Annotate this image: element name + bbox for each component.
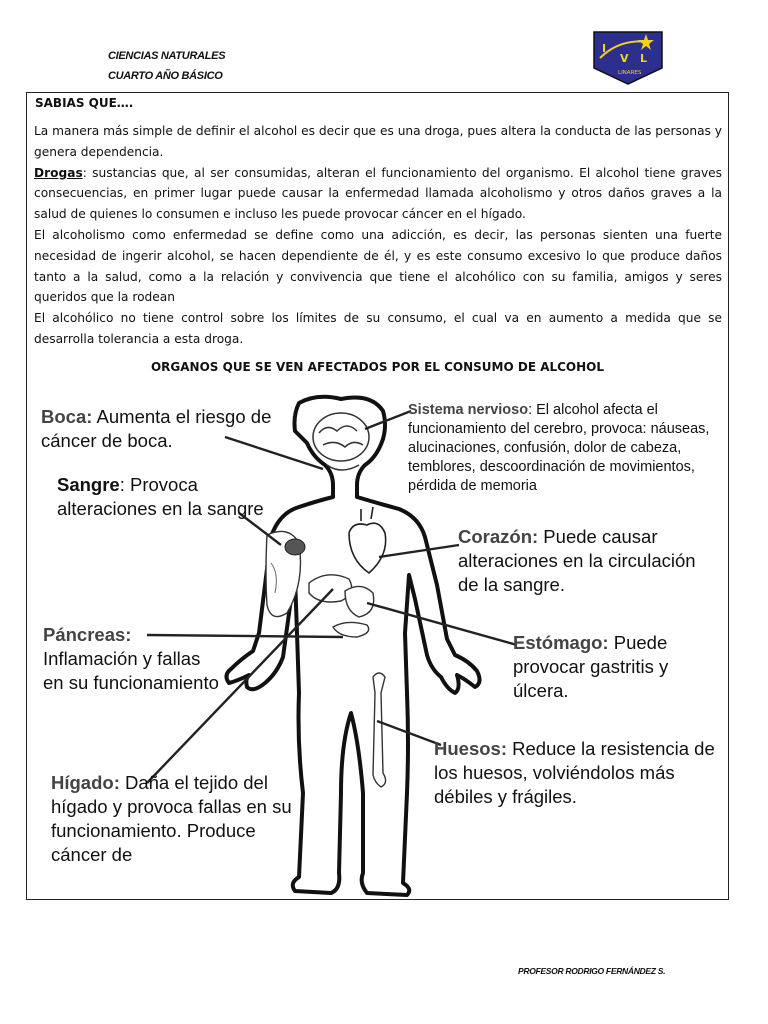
- svg-text:L: L: [640, 52, 648, 65]
- blood-vessel-icon: [266, 531, 305, 616]
- organs-title: ORGANOS QUE SE VEN AFECTADOS POR EL CONSUMO DE ALCOHOL: [150, 360, 605, 374]
- content-box: [26, 92, 729, 900]
- grade-line: CUARTO AÑO BÁSICO: [108, 70, 223, 82]
- bone-icon: [373, 673, 386, 787]
- label-corazon: Corazón: Puede causar alteraciones en la circulación de la sangre.: [458, 526, 696, 595]
- school-logo: [590, 28, 666, 86]
- heart-icon: [349, 507, 386, 573]
- label-estomago: Estómago: Puede provocar gastritis y úlcera.: [513, 632, 669, 701]
- svg-text:I: I: [602, 42, 607, 55]
- svg-text:LINARES: LINARES: [618, 70, 642, 76]
- organs-icon: [309, 575, 374, 637]
- sabias-heading: SABIAS QUE….: [35, 96, 134, 110]
- paragraph-1: La manera más simple de definir el alcohol es decir que es una droga, pues altera la conducta de las personas y genera dependencia.: [34, 124, 722, 159]
- label-sangre: Sangre: Provoca alteraciones en la sangre: [57, 474, 264, 519]
- label-boca: Boca: Aumenta el riesgo de cáncer de boca.: [41, 406, 272, 451]
- subject-line: CIENCIAS NATURALES: [108, 50, 226, 62]
- label-huesos: Huesos: Reduce la resistencia de los huesos, volviéndolos más débiles y frágiles.: [434, 738, 715, 807]
- paragraph-4: El alcohólico no tiene control sobre los límites de su consumo, el cual va en aumento a medida que se desarrolla tolerancia a esta droga.: [34, 311, 722, 346]
- svg-text:V: V: [620, 52, 629, 65]
- label-higado: Hígado: Daña el tejido del hígado y provoca fallas en su funcionamiento. Produce cáncer de: [51, 772, 292, 865]
- paragraph-3: El alcoholismo como enfermedad se define como una adicción, es decir, las personas sienten una fuerte necesidad de ingerir alcohol, se hacen dependiente de él, y es este consumo excesivo lo que produce daños tanto a la salud, como a la relación y convivencia que tiene el alcohólico con su familia, amigos y seres queridos que la rodean: [34, 227, 722, 305]
- drogas-term: Drogas: [34, 165, 83, 180]
- label-sistema-nervioso: Sistema nervioso: El alcohol afecta el funcionamiento del cerebro, provoca: náuseas, alucinaciones, confusión, dolor de cabeza, temblores, descoordinación de movimientos, pérdida de memoria: [408, 402, 710, 494]
- footer-author: PROFESOR RODRIGO FERNÁNDEZ S.: [518, 966, 666, 976]
- paragraph-2: Drogas: sustancias que, al ser consumidas, alteran el funcionamiento del organismo. El alcohol tiene graves consecuencias, en primer lugar puede causar la enfermedad llamada alcoholismo y otros daños graves a la salud de quienes lo consumen e incluso les puede provocar cáncer en el hígado.: [34, 165, 722, 222]
- label-pancreas: Páncreas: Inflamación y fallas en su funcionamiento: [43, 624, 219, 693]
